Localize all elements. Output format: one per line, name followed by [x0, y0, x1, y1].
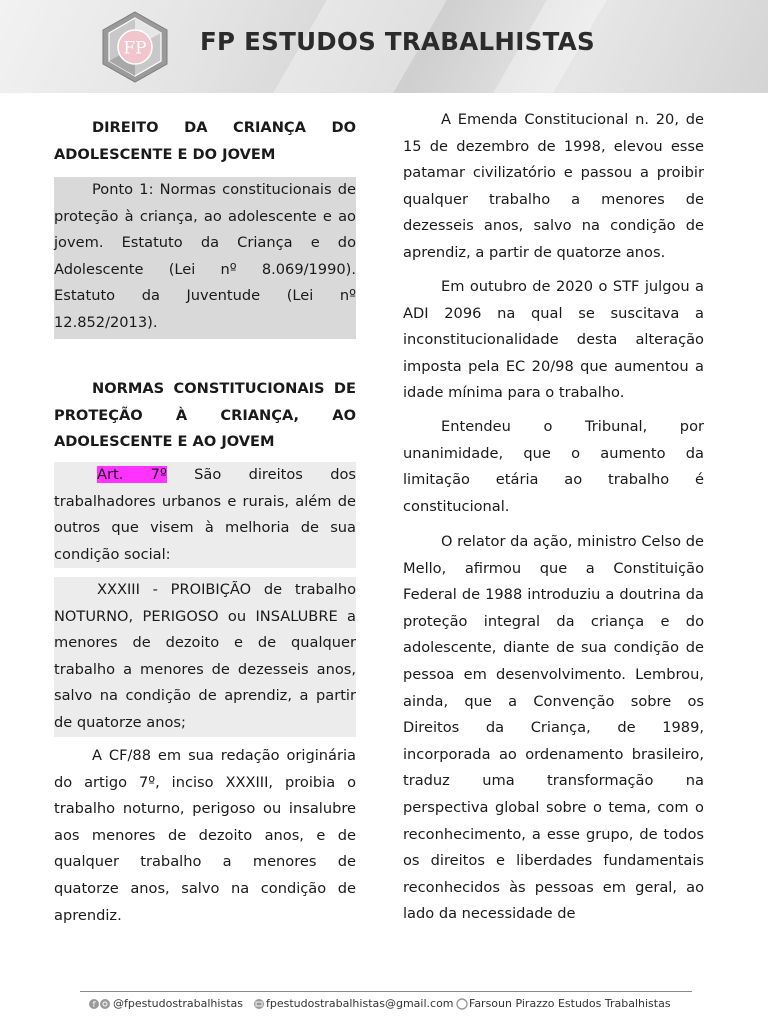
paragraph-tribunal: Entendeu o Tribunal, por unanimidade, que o aumento da limitação etária ao trabalho é constitucional.	[403, 418, 704, 515]
brand-title: FP ESTUDOS TRABALHISTAS	[200, 27, 595, 56]
section-subtitle: NORMAS CONSTITUCIONAIS DE PROTEÇÃO À CRIANÇA, AO ADOLESCENTE E AO JOVEM	[54, 380, 356, 451]
inciso-paragraph: XXXIII - PROIBIÇÃO de trabalho NOTURNO, PERIGOSO ou INSALUBRE a menores de dezoito e de qualquer trabalho a menores de dezesseis anos, salvo na condição de aprendiz, a partir de quatorze anos;	[54, 577, 356, 737]
paragraph-ec20: A Emenda Constitucional n. 20, de 15 de dezembro de 1998, elevou esse patamar civilizatório e passou a proibir qualquer trabalho a menores de dezesseis anos, salvo na condição de aprendiz, a partir de quatorze anos.	[403, 111, 704, 261]
footer-social[interactable]: @fpestudostrabalhistas	[113, 997, 243, 1010]
article-paragraph	[54, 462, 356, 568]
footer-author: Farsoun Pirazzo Estudos Trabalhistas	[469, 997, 671, 1010]
article-text: São direitos dos trabalhadores urbanos e rurais, além de outros que visem à melhoria de sua condição social:	[54, 466, 356, 563]
page-header	[0, 0, 768, 93]
footer	[88, 996, 692, 1014]
paragraph-stf: Em outubro de 2020 o STF julgou a ADI 2096 na qual se suscitava a inconstitucionalidade desta alteração imposta pela EC 20/98 que aumentou a idade mínima para o trabalho.	[403, 278, 704, 402]
ponto-box: Ponto 1: Normas constitucionais de proteção à criança, ao adolescente e ao jovem. Estatuto da Criança e do Adolescente (Lei nº 8.069/1990). Estatuto da Juventude (Lei nº 12.852/2013).	[54, 177, 356, 339]
email-icon	[253, 998, 265, 1013]
footer-divider	[80, 991, 692, 992]
svg-text:f: f	[92, 1000, 96, 1009]
footer-email[interactable]: fpestudostrabalhistas@gmail.com	[266, 997, 454, 1010]
paragraph-relator: O relator da ação, ministro Celso de Mello, afirmou que a Constituição Federal de 1988 introduziu a doutrina da proteção integral da criança e do adolescente, diante de sua condição de pessoa em desenvolvimento. Lembrou, ainda, que a Convenção sobre os Direitos da Criança, de 1989, incorporada ao ordenamento brasileiro, traduz uma transformação na perspectiva global sobre o tema, com o reconhecimento, a esse grupo, de todos os direitos e liberdades fundamentais reconhecidos às pessoas em geral, ao lado da necessidade de	[403, 533, 704, 923]
instagram-facebook-icon	[88, 998, 112, 1013]
fp-logo	[98, 10, 172, 84]
logo-text: FP	[123, 38, 147, 59]
article-label: Art. 7º	[97, 466, 167, 483]
person-icon	[456, 998, 468, 1013]
section-title: DIREITO DA CRIANÇA DO ADOLESCENTE E DO JOVEM	[54, 119, 356, 163]
cf88-paragraph: A CF/88 em sua redação originária do artigo 7º, inciso XXXIII, proibia o trabalho noturno, perigoso ou insalubre aos menores de dezoito anos, e de qualquer trabalho a menores de quatorze anos, salvo na condição de aprendiz.	[54, 747, 356, 924]
